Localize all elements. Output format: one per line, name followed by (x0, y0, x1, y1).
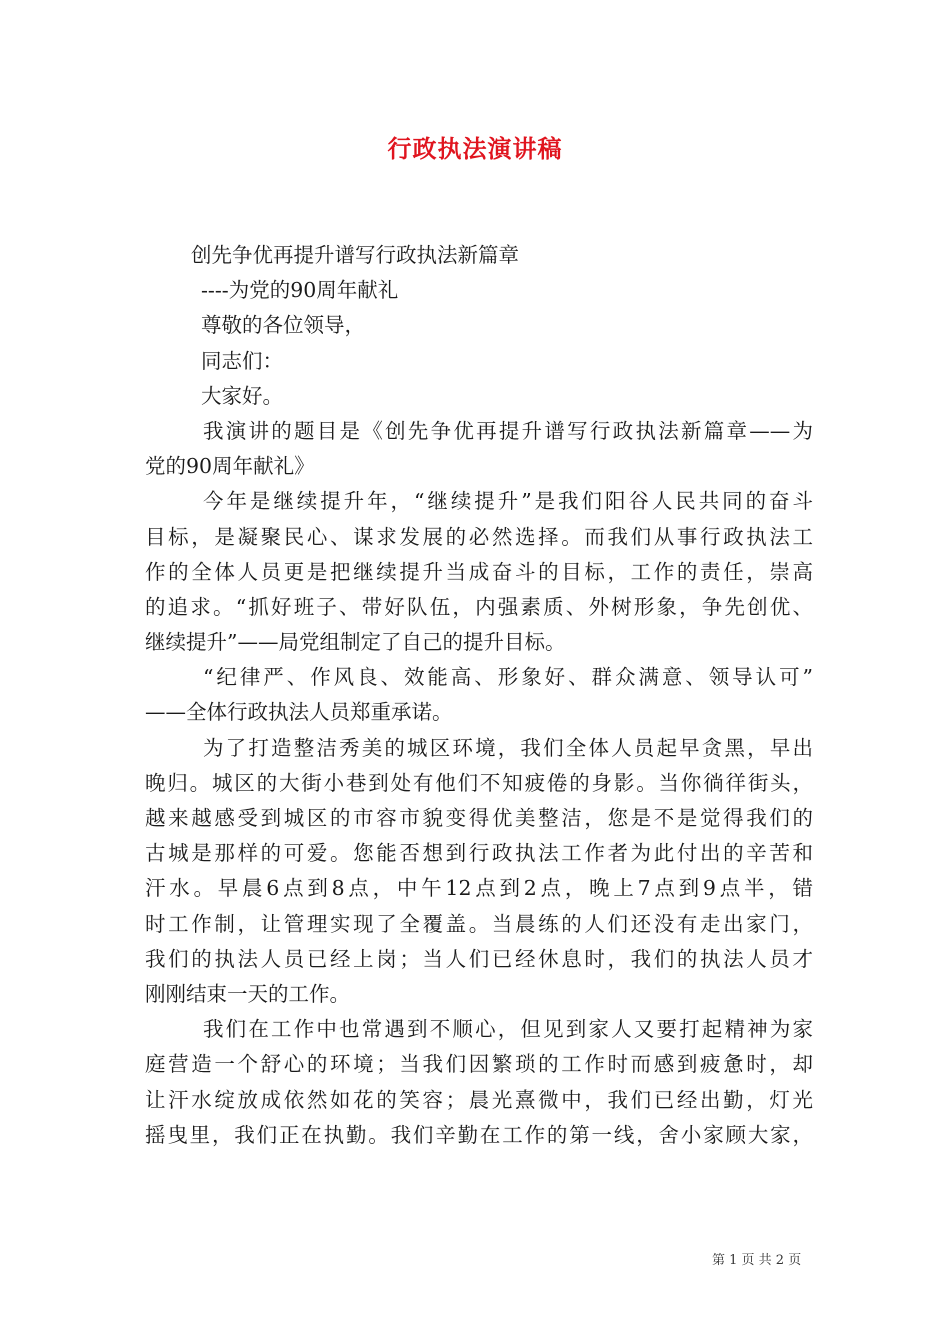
paragraph-line: 我演讲的题目是《创先争优再提升谱写行政执法新篇章——为 (203, 418, 813, 443)
document-body (145, 238, 813, 1153)
paragraph-line: 古城是那样的可爱。您能否想到行政执法工作者为此付出的辛苦和 (145, 841, 813, 866)
paragraph-line: 刚刚结束一天的工作。 (145, 981, 350, 1006)
speech-heading: 创先争优再提升谱写行政执法新篇章 (191, 243, 519, 267)
paragraph-line: 党的90周年献礼》 (145, 454, 315, 479)
paragraph-line: 汗水。早晨6点到8点，中午12点到2点，晚上7点到9点半，错 (145, 876, 813, 901)
paragraph-line: 我们在工作中也常遇到不顺心，但见到家人又要打起精神为家 (203, 1017, 813, 1042)
paragraph-line: 摇曳里，我们正在执勤。我们辛勤在工作的第一线，舍小家顾大家， (145, 1122, 813, 1147)
paragraph-line: 今年是继续提升年，“继续提升”是我们阳谷人民共同的奋斗 (203, 489, 813, 514)
salutation-line: 尊敬的各位领导， (201, 313, 365, 338)
paragraph-line: 继续提升”——局党组制定了自己的提升目标。 (145, 630, 566, 655)
paragraph-line: 晚归。城区的大街小巷到处有他们不知疲倦的身影。当你徜徉街头， (145, 770, 813, 795)
page-number: 第 1 页 共 2 页 (712, 1253, 802, 1268)
paragraph-line: 让汗水绽放成依然如花的笑容；晨光熹微中，我们已经出勤，灯光 (145, 1087, 813, 1112)
paragraph-line: 我们的执法人员已经上岗；当人们已经休息时，我们的执法人员才 (145, 946, 813, 971)
paragraph-line: ——全体行政执法人员郑重承诺。 (145, 700, 453, 725)
salutation-line: 同志们： (201, 348, 283, 373)
greeting-line: 大家好。 (201, 383, 283, 408)
speech-subheading: ----为党的90周年献礼 (201, 278, 399, 303)
paragraph-line: 庭营造一个舒心的环境；当我们因繁琐的工作时而感到疲惫时，却 (145, 1052, 813, 1077)
paragraph-line: 目标，是凝聚民心、谋求发展的必然选择。而我们从事行政执法工 (145, 524, 813, 549)
paragraph-line: “纪律严、作风良、效能高、形象好、群众满意、领导认可” (203, 665, 813, 690)
paragraph-line: 时工作制，让管理实现了全覆盖。当晨练的人们还没有走出家门， (145, 911, 813, 936)
paragraph-line: 的追求。“抓好班子、带好队伍，内强素质、外树形象，争先创优、 (145, 594, 813, 619)
paragraph-line: 作的全体人员更是把继续提升当成奋斗的目标，工作的责任，崇高 (145, 559, 813, 584)
paragraph-line: 越来越感受到城区的市容市貌变得优美整洁，您是不是觉得我们的 (145, 806, 813, 830)
paragraph-line: 为了打造整洁秀美的城区环境，我们全体人员起早贪黑，早出 (203, 735, 813, 760)
document-title: 行政执法演讲稿 (387, 134, 563, 163)
